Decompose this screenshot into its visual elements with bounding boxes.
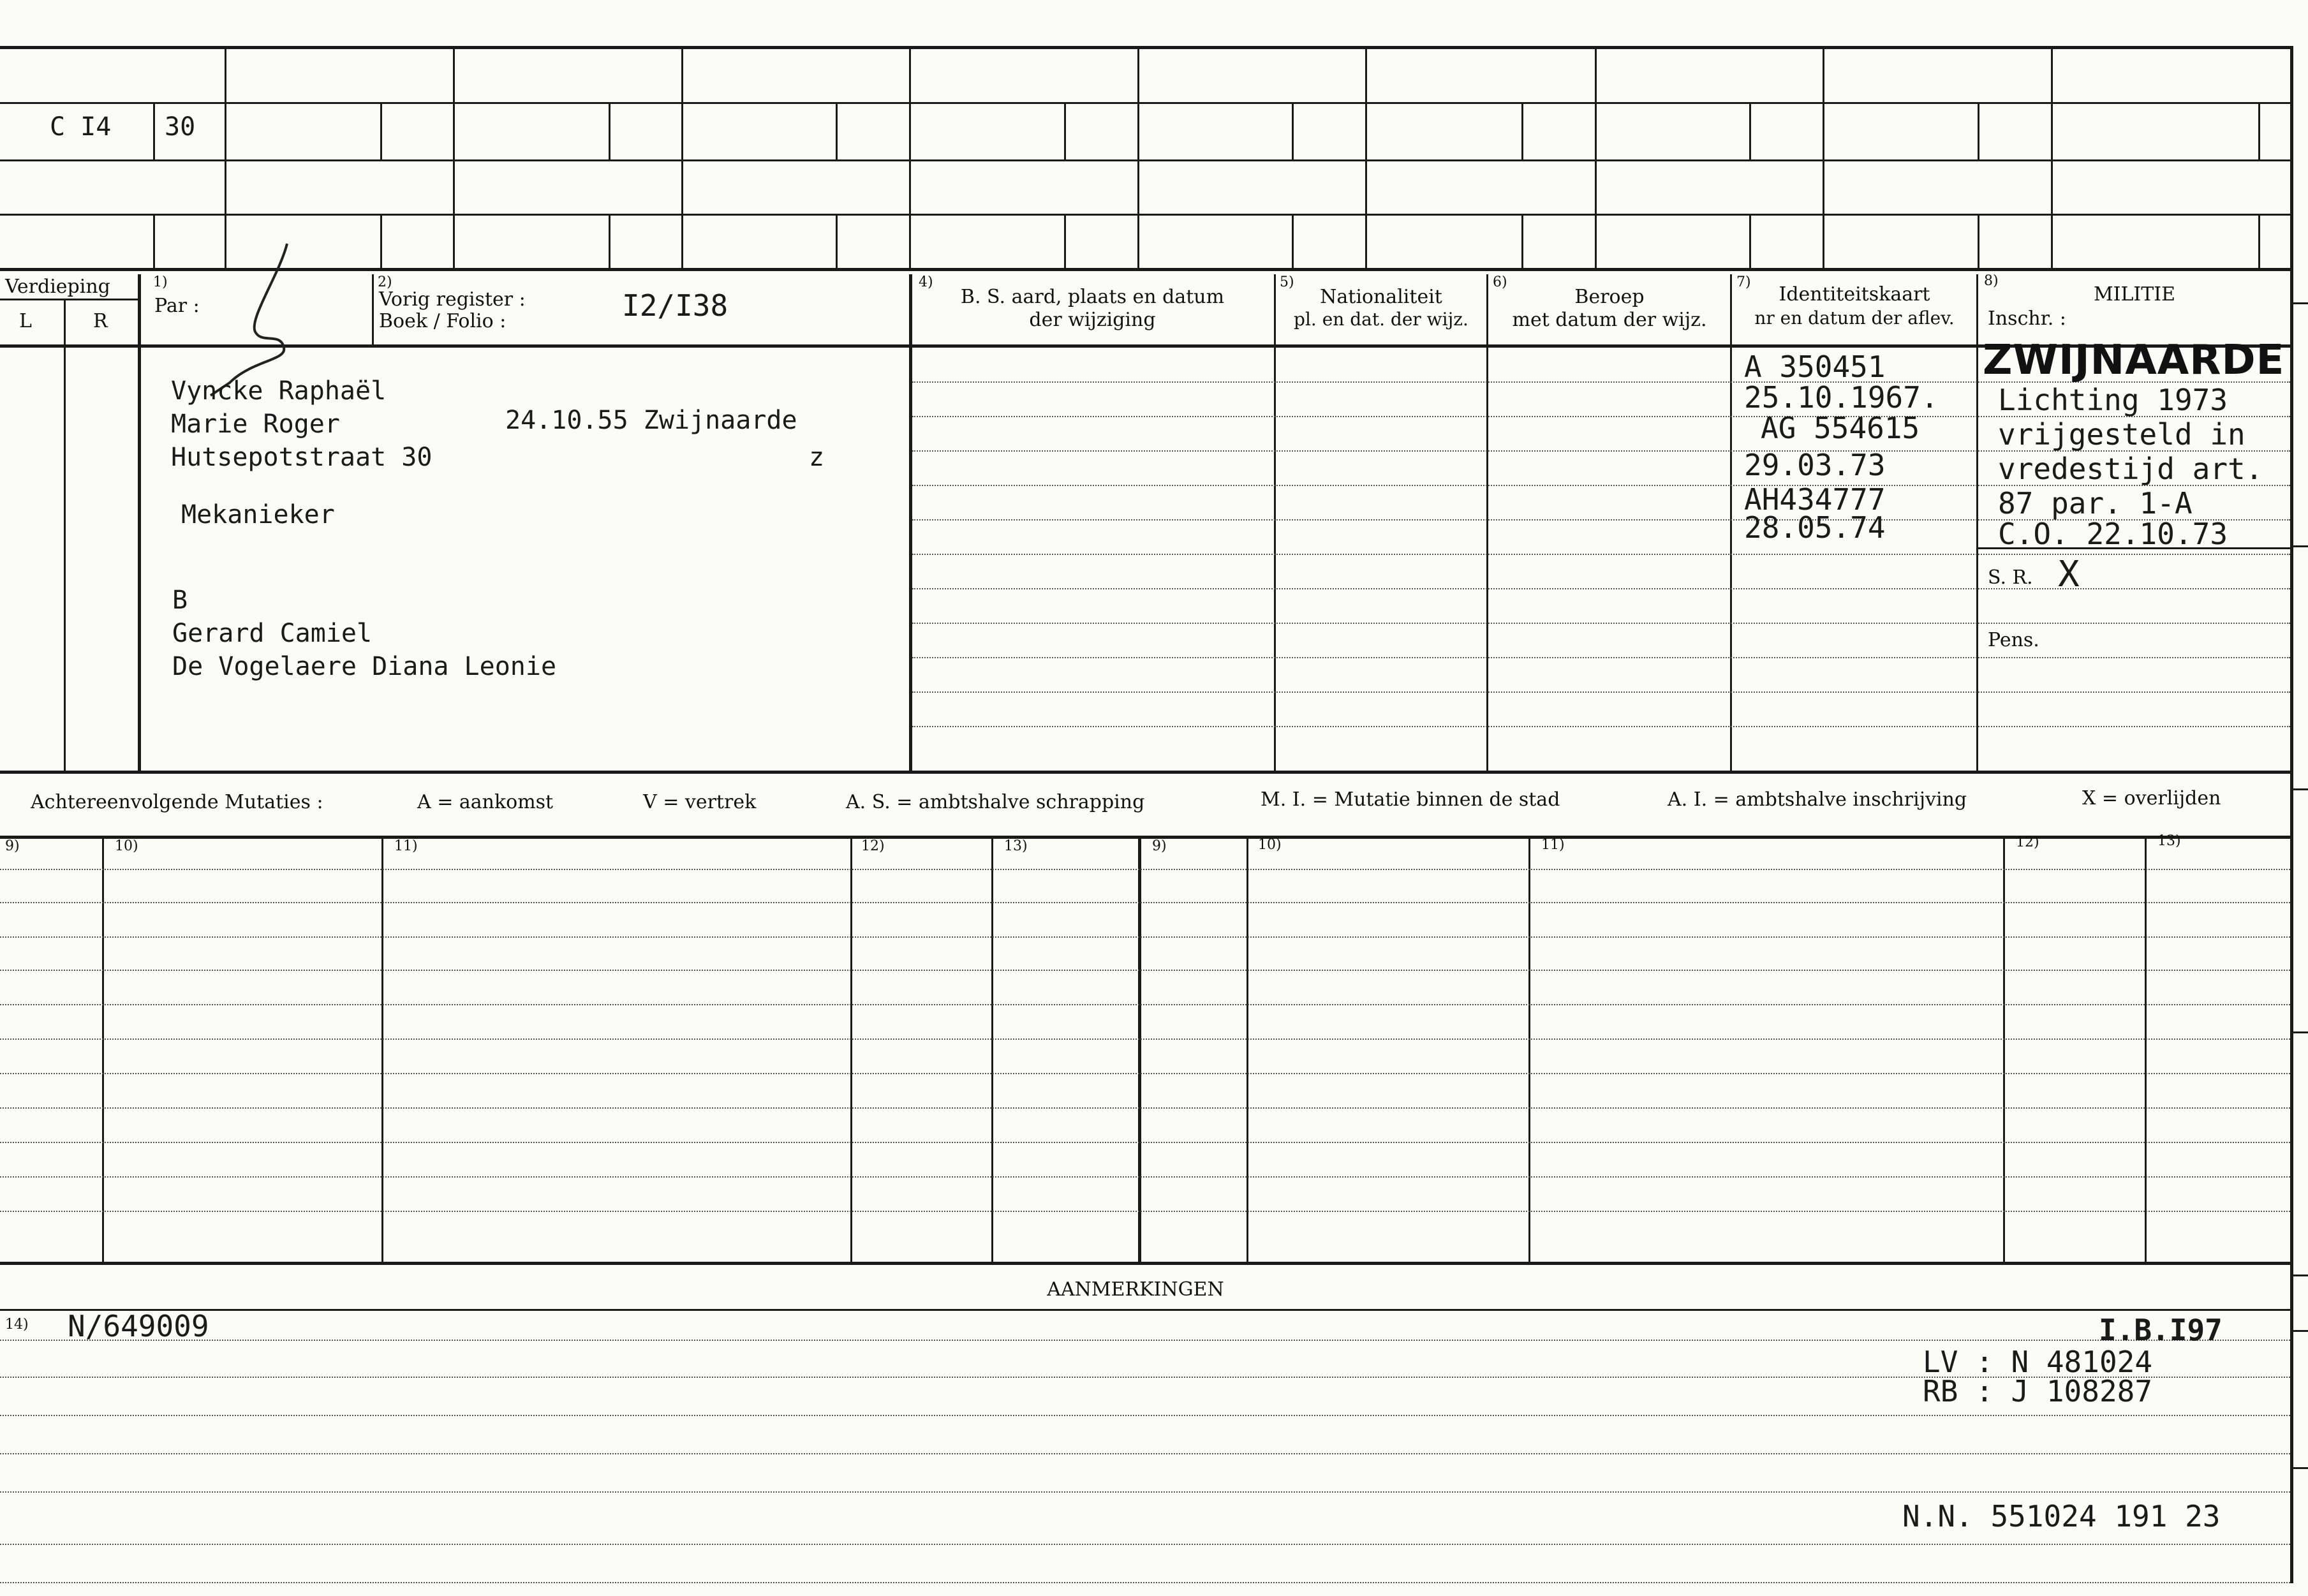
mutation-col-header: 9) bbox=[1152, 838, 1167, 854]
remarks-value: N/649009 bbox=[68, 1309, 209, 1343]
remarks-title: AANMERKINGEN bbox=[1047, 1278, 1224, 1301]
col2-number: 2) bbox=[378, 274, 392, 290]
person-occupation: Mekanieker bbox=[181, 500, 335, 529]
person-marker: z bbox=[809, 443, 825, 472]
identity-line: 28.05.74 bbox=[1744, 510, 1886, 545]
mutation-col-header: 13) bbox=[1004, 838, 1028, 854]
vorig-register-value: I2/I38 bbox=[622, 288, 729, 323]
verdieping-l: L bbox=[19, 310, 32, 332]
mutation-col-header: 9) bbox=[5, 838, 20, 854]
remarks-ref: I.B.I97 bbox=[2099, 1313, 2223, 1347]
legend-item: A = aankomst bbox=[417, 791, 554, 813]
legend-item: X = overlijden bbox=[2082, 787, 2221, 809]
militie-line: Lichting 1973 bbox=[1998, 383, 2228, 417]
person-mother: De Vogelaere Diana Leonie bbox=[172, 652, 557, 681]
person-father: Gerard Camiel bbox=[172, 619, 373, 648]
col8-number: 8) bbox=[1984, 273, 1999, 289]
militie-line: vredestijd art. bbox=[1998, 452, 2263, 486]
nationaliteit-label-1: Nationaliteit bbox=[1320, 286, 1442, 308]
verdieping-r: R bbox=[93, 310, 108, 332]
sr-label: S. R. bbox=[1988, 566, 2033, 589]
mutation-col-header: 11) bbox=[394, 838, 418, 854]
legend-title: Achtereenvolgende Mutaties : bbox=[31, 791, 323, 813]
identity-line: 29.03.73 bbox=[1744, 448, 1886, 482]
inschr-label: Inschr. : bbox=[1988, 307, 2066, 330]
mutation-col-header: 12) bbox=[861, 838, 885, 854]
militie-label: MILITIE bbox=[2093, 283, 2176, 306]
beroep-label-1: Beroep bbox=[1574, 286, 1645, 308]
register-number: 30 bbox=[165, 112, 196, 142]
mutation-col-header: 10) bbox=[1258, 837, 1282, 853]
bs-label-2: der wijziging bbox=[1029, 309, 1156, 331]
identity-line: AH434777 bbox=[1744, 482, 1886, 517]
nationaliteit-label-2: pl. en dat. der wijz. bbox=[1294, 309, 1468, 330]
legend-item: M. I. = Mutatie binnen de stad bbox=[1261, 788, 1560, 811]
boek-folio-label: Boek / Folio : bbox=[379, 310, 507, 332]
identiteitskaart-label-1: Identiteitskaart bbox=[1779, 283, 1930, 306]
person-firstnames: Marie Roger bbox=[171, 410, 340, 439]
col4-number: 4) bbox=[919, 274, 933, 290]
legend-item: A. S. = ambtshalve schrapping bbox=[846, 791, 1145, 813]
legend-item: A. I. = ambtshalve inschrijving bbox=[1668, 788, 1967, 811]
remarks-lv: LV : N 481024 bbox=[1923, 1345, 2153, 1379]
identity-line: 25.10.1967. bbox=[1744, 380, 1939, 415]
militie-line: C.O. 22.10.73 bbox=[1998, 517, 2228, 551]
col7-number: 7) bbox=[1736, 274, 1751, 290]
col6-number: 6) bbox=[1493, 274, 1507, 290]
birth-date-place: 24.10.55 Zwijnaarde bbox=[505, 406, 797, 435]
legend-item: V = vertrek bbox=[643, 791, 757, 813]
mutation-col-header: 12) bbox=[2016, 834, 2039, 850]
register-code: C I4 bbox=[50, 112, 112, 142]
remarks-number: 14) bbox=[5, 1317, 29, 1333]
pens-label: Pens. bbox=[1988, 629, 2039, 651]
identity-line: A 350451 bbox=[1744, 350, 1886, 384]
col5-number: 5) bbox=[1280, 274, 1294, 290]
militie-place-stamp: ZWIJNAARDE bbox=[1983, 337, 2285, 384]
person-name: Vyncke Raphaël bbox=[171, 376, 387, 406]
vorig-register-label: Vorig register : bbox=[379, 288, 526, 311]
col1-number: 1) bbox=[153, 274, 168, 290]
verdieping-label: Verdieping bbox=[5, 276, 110, 298]
militie-line: 87 par. 1-A bbox=[1998, 486, 2193, 521]
mutation-col-header: 13) bbox=[2157, 833, 2181, 849]
person-b: B bbox=[172, 586, 188, 615]
remarks-nn: N.N. 551024 191 23 bbox=[1902, 1499, 2221, 1533]
sr-value: X bbox=[2058, 554, 2080, 595]
par-label: Par : bbox=[154, 295, 200, 317]
bs-label-1: B. S. aard, plaats en datum bbox=[960, 286, 1225, 308]
person-address: Hutsepotstraat 30 bbox=[171, 443, 433, 472]
beroep-label-2: met datum der wijz. bbox=[1512, 309, 1707, 331]
militie-line: vrijgesteld in bbox=[1998, 417, 2245, 452]
mutation-col-header: 10) bbox=[115, 838, 138, 854]
identity-line: AG 554615 bbox=[1761, 411, 1920, 445]
identiteitskaart-label-2: nr en datum der aflev. bbox=[1754, 307, 1955, 329]
mutation-col-header: 11) bbox=[1541, 837, 1565, 853]
remarks-rb: RB : J 108287 bbox=[1923, 1374, 2153, 1408]
